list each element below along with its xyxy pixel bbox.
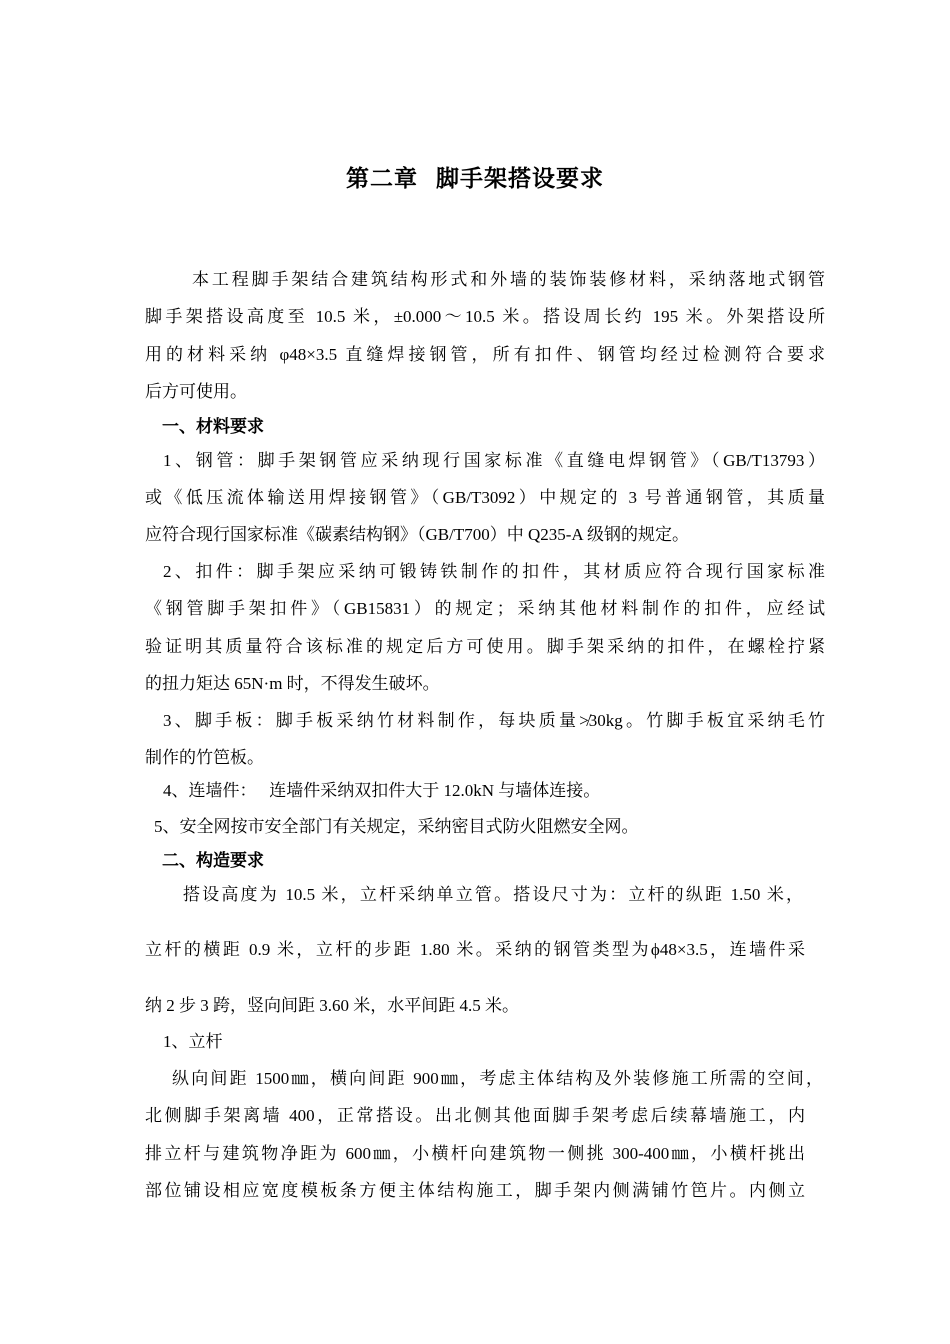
subsection-heading: 1、立杆 [163,1032,223,1051]
paragraph-line: 纳 2 步 3 跨，竖向间距 3.60 米，水平间距 4.5 米。 [145,996,519,1015]
section-heading: 一、材料要求 [162,417,264,436]
paragraph-line: 的扭力矩达 65N·m 时，不得发生破坏。 [145,674,440,693]
paragraph-line: 排立杆与建筑物净距为 600㎜，小横杆向建筑物一侧挑 300-400㎜，小横杆挑出 [145,1144,805,1163]
paragraph-line: 制作的竹笆板。 [145,748,264,767]
paragraph-line: 部位铺设相应宽度模板条方便主体结构施工，脚手架内侧满铺竹笆片。内侧立 [145,1181,805,1200]
paragraph-line: 本工程脚手架结合建筑结构形式和外墙的装饰装修材料，采纳落地式钢管 [192,270,825,289]
paragraph-line: 4、连墙件： 连墙件采纳双扣件大于 12.0kN 与墙体连接。 [163,781,601,800]
section-heading: 二、构造要求 [162,851,264,870]
paragraph-line: 应符合现行国家标准《碳素结构钢》（GB/T700）中 Q235-A 级钢的规定。 [145,525,689,544]
paragraph-line: 3、脚手板：脚手板采纳竹材料制作，每块质量≯30kg。竹脚手板宜采纳毛竹 [163,711,825,730]
paragraph-line: 用的材料采纳 φ48×3.5 直缝焊接钢管，所有扣件、钢管均经过检测符合要求 [145,345,825,364]
paragraph-line: 脚手架搭设高度至 10.5 米，±0.000～10.5 米。搭设周长约 195 米。外架搭设所 [145,307,825,326]
paragraph-line: 2、扣件：脚手架应采纳可锻铸铁制作的扣件，其材质应符合现行国家标准 [163,562,825,581]
paragraph-line: 验证明其质量符合该标准的规定后方可使用。脚手架采纳的扣件，在螺栓拧紧 [145,637,825,656]
paragraph-line: 北侧脚手架离墙 400，正常搭设。出北侧其他面脚手架考虑后续幕墙施工，内 [145,1106,805,1125]
chapter-title: 第二章 脚手架搭设要求 [345,165,604,192]
paragraph-line: 1、钢管：脚手架钢管应采纳现行国家标准《直缝电焊钢管》（GB/T13793） [163,451,825,470]
paragraph-line: 5、安全网按市安全部门有关规定，采纳密目式防火阻燃安全网。 [154,817,639,836]
paragraph-line: 立杆的横距 0.9 米，立杆的步距 1.80 米。采纳的钢管类型为ϕ48×3.5，连墙件采 [145,940,805,959]
paragraph-line: 《钢管脚手架扣件》（GB15831）的规定；采纳其他材料制作的扣件，应经试 [145,599,825,618]
paragraph-line: 或《低压流体输送用焊接钢管》（GB/T3092）中规定的 3 号普通钢管，其质量 [145,488,825,507]
paragraph-line: 纵向间距 1500㎜，横向间距 900㎜，考虑主体结构及外装修施工所需的空间， [172,1069,823,1088]
paragraph-line: 搭设高度为 10.5 米，立杆采纳单立管。搭设尺寸为：立杆的纵距 1.50 米， [183,885,803,904]
paragraph-line: 后方可使用。 [145,382,247,401]
